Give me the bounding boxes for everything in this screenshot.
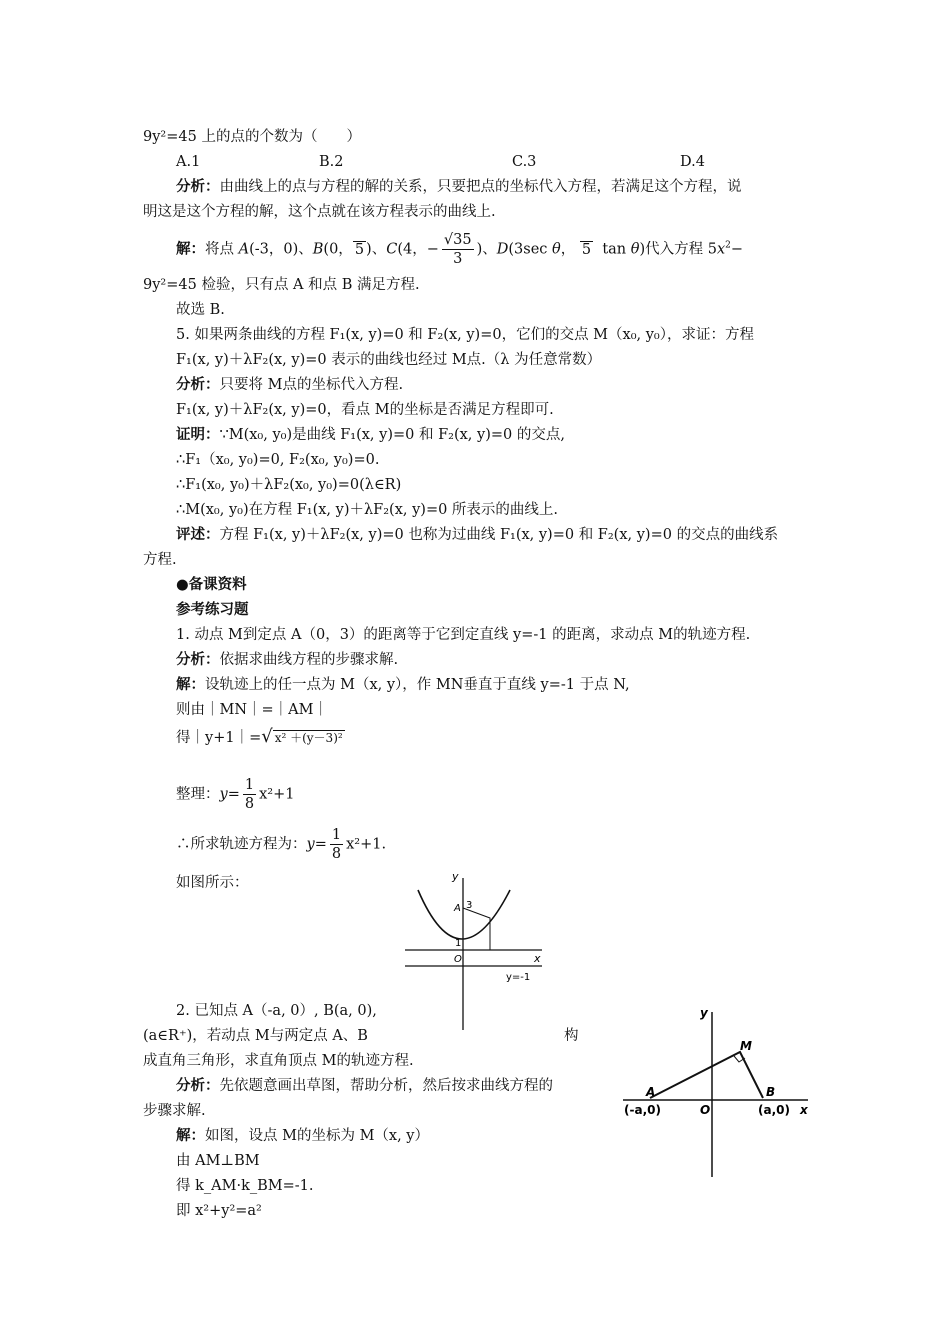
question-stem: 9y²=45 上的点的个数为（ ）	[143, 129, 361, 145]
option-d: D.4	[680, 154, 705, 170]
origin-label: O	[454, 954, 462, 965]
solution-line-2: 9y²=45 检验，只有点 A 和点 B 满足方程.	[143, 277, 420, 293]
q1-analysis: 分析：依据求曲线方程的步骤求解.	[176, 652, 399, 668]
tick-right-label: (a,0)	[758, 1103, 790, 1117]
point-a-label: A	[454, 903, 461, 914]
parabola-curve	[418, 890, 510, 939]
q2-analysis-2: 步骤求解.	[143, 1103, 206, 1119]
q2-stem-1: 2. 已知点 A（-a, 0）, B(a, 0),	[176, 1003, 377, 1019]
parabola-figure	[400, 868, 550, 1033]
section-title: ●备课资料	[176, 577, 247, 593]
triangle-sides	[650, 1052, 763, 1098]
q2-solution-1: 解：如图，设点 M的坐标为 M（x, y）	[176, 1128, 429, 1144]
q2-stem-3: 成直角三角形，求直角顶点 M的轨迹方程.	[143, 1053, 414, 1069]
p5-proof-2: ∴F₁（x₀, y₀)=0, F₂(x₀, y₀)=0.	[176, 452, 380, 468]
point-m-label: M	[740, 1039, 752, 1053]
q1-solution-3: 得｜y+1｜=√ x² ＋(y－3)²	[176, 726, 343, 747]
point-b-label: B	[766, 1085, 776, 1099]
p5-analysis-1: 分析：只要将 M点的坐标代入方程.	[176, 377, 404, 393]
analysis-line-2: 明这是这个方程的解，这个点就在该方程表示的曲线上.	[143, 204, 496, 220]
q2-solution-2: 由 AM⊥BM	[176, 1153, 260, 1169]
q2-stem-2b: 构	[564, 1028, 579, 1044]
option-a: A.1	[176, 154, 201, 170]
p5-comment-2: 方程.	[143, 552, 177, 568]
q2-analysis-1: 分析：先依题意画出草图，帮助分析，然后按求曲线方程的	[176, 1078, 553, 1094]
q2-solution-3: 得 k_AM·k_BM=-1.	[176, 1178, 314, 1194]
q2-solution-4: 即 x²+y²=a²	[176, 1203, 262, 1219]
q1-solution-2: 则由｜MN｜=｜AM｜	[176, 702, 329, 718]
y-axis-label: y	[700, 1006, 708, 1020]
p5-proof-1: 证明：∵M(x₀, y₀)是曲线 F₁(x, y)=0 和 F₂(x, y)=0 的交点,	[176, 427, 565, 443]
triangle-figure	[618, 1002, 818, 1182]
p5-proof-3: ∴F₁(x₀, y₀)＋λF₂(x₀, y₀)=0(λ∈R)	[176, 477, 402, 493]
tick-3-label: 3	[466, 900, 473, 911]
q1-solution-1: 解：设轨迹上的任一点为 M（x, y），作 MN垂直于直线 y=-1 于点 N,	[176, 677, 630, 693]
p5-analysis-2: F₁(x, y)＋λF₂(x, y)=0，看点 M的坐标是否满足方程即可.	[176, 402, 554, 418]
option-c: C.3	[512, 154, 537, 170]
p5-proof-4: ∴M(x₀, y₀)在方程 F₁(x, y)＋λF₂(x, y)=0 所表示的曲线上.	[176, 502, 559, 518]
directrix-label: y=-1	[506, 972, 531, 983]
option-b: B.2	[319, 154, 344, 170]
p5-stem-2: F₁(x, y)＋λF₂(x, y)=0 表示的曲线也经过 M点.（λ 为任意常数）	[176, 352, 602, 368]
origin-label: O	[700, 1103, 711, 1117]
q1-figure-caption: 如图所示：	[176, 875, 249, 891]
q1-solution-5: ∴所求轨迹方程为：y= $\frac{1}{8}$ x²+1.	[176, 827, 387, 862]
analysis-line-1: 分析：由曲线上的点与方程的解的关系，只要把点的坐标代入方程，若满足这个方程，说	[176, 179, 742, 195]
analysis-label: 分析：	[176, 179, 220, 195]
p5-stem-1: 5. 如果两条曲线的方程 F₁(x, y)=0 和 F₂(x, y)=0，它们的交点 M（x₀, y₀），求证：方程	[176, 327, 754, 343]
x-axis-label: x	[534, 952, 541, 965]
fraction-sqrt35-over-3: $\frac{√35}{3}$	[443, 232, 472, 267]
p5-comment-1: 评述：方程 F₁(x, y)＋λF₂(x, y)=0 也称为过曲线 F₁(x, y)=0 和 F₂(x, y)=0 的交点的曲线系	[176, 527, 779, 543]
distance-segments	[463, 908, 490, 950]
sub-title: 参考练习题	[176, 602, 249, 618]
q1-stem: 1. 动点 M到定点 A（0，3）的距离等于它到定直线 y=-1 的距离，求动点 M的轨迹方程.	[176, 627, 751, 643]
tick-left-label: (-a,0)	[624, 1103, 661, 1117]
q1-solution-4: 整理：y= $\frac{1}{8}$ x²+1	[176, 777, 295, 812]
tick-1-label: 1	[455, 938, 462, 949]
point-a-label: A	[646, 1085, 656, 1099]
q2-stem-2: (a∈R⁺)，若动点 M与两定点 A、B	[143, 1028, 368, 1044]
solution-line-1: 解：将点 A(-3，0)、B(0， 5 )、C(4，− $\frac{√35}{3}$ )、D(3sec θ， 5 tan θ)代入方程 $5x^2-$	[176, 232, 744, 267]
x-axis-label: x	[800, 1103, 808, 1117]
y-axis-label: y	[452, 870, 459, 883]
answer-line: 故选 B.	[176, 302, 225, 318]
